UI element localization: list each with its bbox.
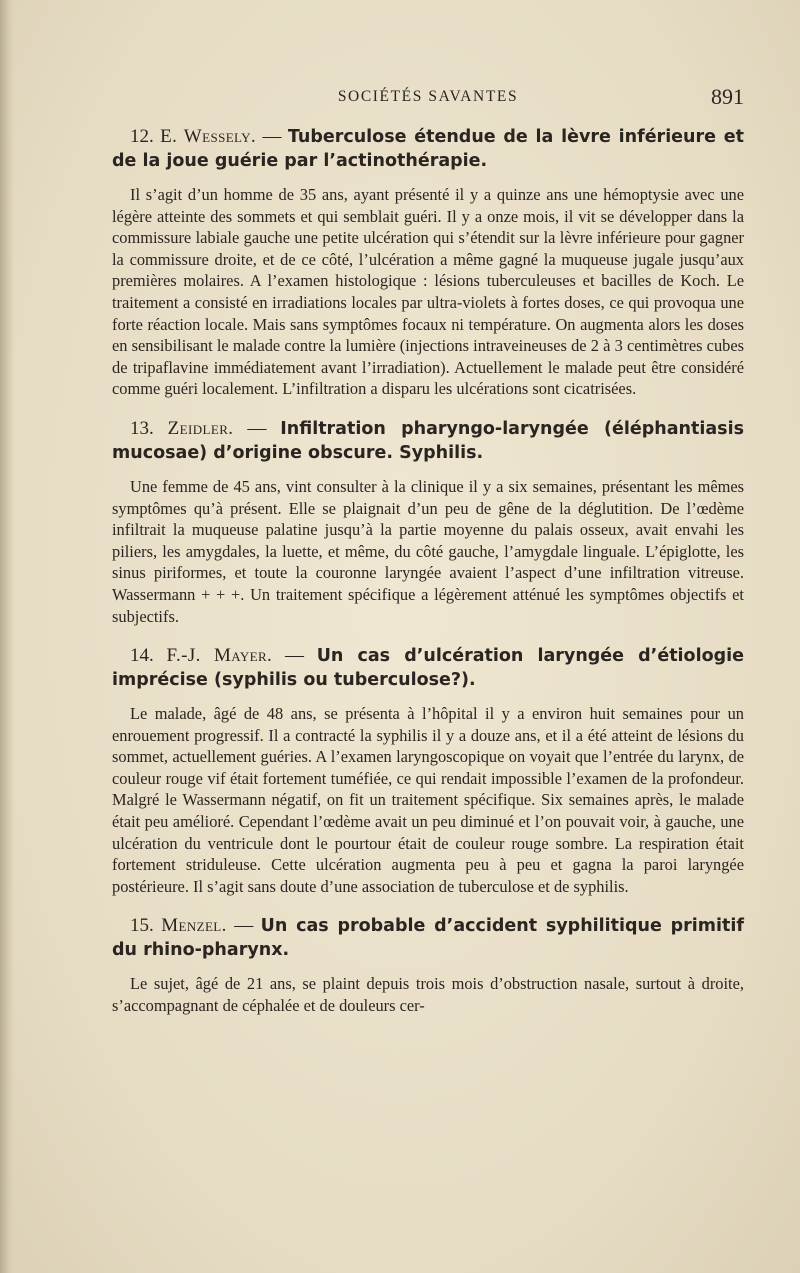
section-number: 13. [130, 417, 154, 439]
section-title: Tuberculose étendue de la lèvre inférieure et de la joue guérie par l’actinothérapie. [112, 127, 744, 171]
section-number: 12. [130, 126, 154, 147]
section-heading [112, 644, 744, 692]
section-number: 14. [130, 645, 154, 667]
section-author: F.-J. Mayer. [166, 645, 273, 667]
heading-dash: — [256, 126, 288, 147]
page-body [112, 125, 744, 1017]
section-14 [112, 644, 744, 897]
page-header [112, 84, 744, 112]
section-15 [112, 914, 744, 1016]
section-body: Le malade, âgé de 48 ans, se présenta à l’hôpital il y a environ huit semaines pour un enrouement progressif. Il a contracté la syphilis il y a douze ans, et il a été atteint de lésions du sommet, actuellement guéries. A l’examen laryngoscopique on voyait que l’entrée du larynx, de couleur rouge vif était fortement tuméfiée, ce qui rendait impossible l’examen de la profondeur. Malgré le Wassermann négatif, on fit un traitement spécifique. Six semaines après, le malade était peu amélioré. Cependant l’œdème avait un peu diminué et l’on pouvait voir, à gauche, une ulcération du ventricule dont le pourtour était de couleur rouge sombre. La respiration était fortement striduleuse. Cette ulcération augmenta peu à peu et gagna la paroi laryngée postérieure. Il s’agit sans doute d’une association de tuberculose et de syphilis. [112, 704, 744, 896]
section-body: Le sujet, âgé de 21 ans, se plaint depuis trois mois d’obstruction nasale, surtout à droite, s’accompagnant de céphalée et de douleurs cer- [112, 974, 744, 1016]
section-body: Une femme de 45 ans, vint consulter à la clinique il y a six semaines, présentant les mêmes symptômes qu’à présent. Elle se plaignait d’un peu de gêne de la déglutition. De l’œdème infiltrait la muqueuse palatine jusqu’à la partie moyenne du palais osseux, avait envahi les piliers, les amygdales, la luette, et même, du côté gauche, l’amygdale linguale. L’épiglotte, les sinus piriformes, et toute la couronne laryngée avaient l’aspect d’une infiltration vitreuse. Wassermann + + +. Un traitement spécifique a légèrement atténué les symptômes objectifs et subjectifs. [112, 476, 744, 626]
section-heading [112, 125, 744, 173]
heading-dash: — [272, 645, 317, 667]
heading-dash: — [226, 915, 261, 937]
section-title: Un cas probable d’accident syphilitique primitif du rhino-pharynx. [112, 916, 745, 961]
section-12 [112, 125, 744, 400]
section-author: E. Wessely. [160, 126, 257, 147]
binding-shadow [0, 0, 14, 1273]
page-number: 891 [711, 84, 744, 109]
section-title: Infiltration pharyngo-laryngée (éléphantiasis mucosae) d’origine obscure. Syphilis. [112, 418, 744, 463]
running-head: SOCIÉTÉS SAVANTES [337, 88, 519, 105]
section-heading [112, 914, 744, 962]
heading-dash: — [233, 417, 281, 439]
section-heading [112, 417, 744, 465]
section-author: Zeidler. [167, 417, 234, 439]
section-title: Un cas d’ulcération laryngée d’étiologie imprécise (syphilis ou tuberculose?). [112, 646, 744, 691]
section-body: Il s’agit d’un homme de 35 ans, ayant présenté il y a quinze ans une hémoptysie avec une légère atteinte des sommets et qui semblait guéri. Il y a onze mois, il vit se développer dans la commissure labiale gauche une petite ulcération qui s’étendit sur la lèvre inférieure pour gagner la commissure droite, et de ce côté, l’ulcération a même gagné la muqueuse jugale jusqu’aux premières molaires. A l’examen histologique : lésions tuberculeuses et bacilles de Koch. Le traitement a consisté en irradiations locales par ultra-violets à fortes doses, ce qui provoqua une forte réaction locale. Mais sans symptômes focaux ni température. On augmenta alors les doses en sensibilisant le malade contre la lumière (injections intraveineuses de 2 à 3 centimètres cubes de tripaflavine immédiatement avant l’irradiation). Actuellement le malade peut être considéré comme guéri localement. L’infiltration a disparu les ulcérations sont cicatrisées. [112, 185, 744, 399]
section-13 [112, 417, 744, 627]
section-number: 15. [130, 915, 154, 937]
section-author: Menzel. [161, 915, 227, 937]
